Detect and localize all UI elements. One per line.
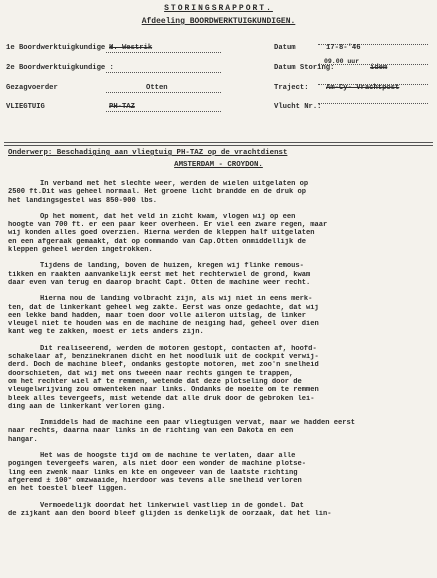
body-line: vleugelwrijving zou omwenteken naar links. Ondanks de moeite om te remmen [8,386,319,395]
vliegtuig-field [106,103,221,112]
subject-line: Onderwerp: Beschadiging aan vliegtuig PH-TAZ op de vrachtdienst [8,149,288,157]
vlucht-field [318,103,428,104]
boordwerktuigkundige-1-label: 1e Boordwerktuigkundige : [6,44,114,52]
body-line: Inmiddels had de machine een paar vliegtuigen vervat, maar we hadden eerst [40,419,356,428]
body-line: naar rechts, daarna naar links in de richting van een Dakota en een [8,427,294,436]
body-line: wij konden alles goed overzien. Hierna werden de kleppen half uitgelaten [8,229,315,238]
boordwerktuigkundige-1-field [106,44,221,53]
body-line: hangar. [8,435,38,444]
datum-field [318,44,428,52]
subject-route: AMSTERDAM - CROYDON. [174,161,263,169]
body-paragraph [8,345,428,411]
body-line: en het toestel bleef liggen. [8,485,128,494]
body-line: ding aan de linkerkant verloren ging. [8,402,166,411]
body-line: ling een zwenk naar links en kte en ongeveer van de laatste richting [8,468,298,477]
body-paragraph [8,213,428,254]
body-line: Het was de hoogste tijd om de machine te verlaten, daar alle [40,452,296,461]
body-paragraph [8,419,428,444]
datum-storing-field [318,58,428,72]
body-line: Hierna nou de landing volbracht zijn, als wij niet in eens merk- [40,295,313,304]
body-line: ten, dat de linkerkant geheel weg zakte. Eerst was onze gedachte, dat wij [8,303,319,312]
body-line: het landingsgestel was 850-900 lbs. [8,196,157,205]
body-line: daar even van terug en daarop bracht Capt. Otten de machine weer recht. [8,278,311,287]
gezagvoerder-label: Gezagvoerder [6,84,58,92]
body-line: In verband met het slechte weer, werden de wielen uitgelaten op [40,180,309,188]
header-row-1 [6,44,431,56]
body-line: pogingen tevergeefs waren, als niet door een wonder de machine plotse- [8,460,306,469]
vliegtuig-label: VLIEGTUIG [6,103,45,111]
gezagvoerder-value: Otten [146,84,168,92]
body-line: Tijdens de landing, boven de huizen, kregen wij flinke remous- [40,262,304,271]
body-line: en een afgeraak gemaakt, dat op commando van Cap.Otten onmiddellijk de [8,237,306,246]
body-line: hoogte van 700 ft. er een paar keer overheen. Er viel een zware regen, maar [8,221,328,230]
traject-value: Am-Cy- Vrachtpost [326,84,400,92]
vlucht-label: Vlucht Nr.: [274,103,322,111]
traject-label: Traject: [274,84,309,92]
datum-storing-value: idem [370,64,388,72]
body-line: om het rechter wiel af te remmen, wetende dat deze plotseling door de [8,377,302,386]
gezagvoerder-field [106,84,221,93]
body-paragraph [8,295,428,336]
body-line: vleugel niet te houden was en de machine de neiging had, geheel over dien [8,320,319,329]
body-paragraph [8,452,428,493]
boordwerktuigkundige-1-value: H. Westrik [109,44,153,52]
boordwerktuigkundige-2-field [106,64,221,73]
body-paragraph [8,502,428,519]
report-subtitle: Afdeeling BOORDWERKTUIGKUNDIGEN. [141,17,296,26]
datum-storing-label: Datum Storing: [274,64,335,72]
body-line: een lekke band hadden, maar toen door volle aileron uitslag, de linker [8,311,306,320]
report-title: STORINGSRAPPORT. [164,4,273,13]
body-paragraph [8,180,428,205]
body-line: derd. Doch de machine bleef, ondanks gestopte motoren, met zoo'n snelheid [8,361,319,370]
vliegtuig-value: PH-TAZ [109,103,135,111]
body-line: afgeremd ± 100° omzwaaide, hierdoor was tevens alle snelheid verloren [8,476,302,485]
body-line: schakelaar af, benzinekranen dicht en het noodluik uit de cockpit verwij- [8,353,319,362]
header-row-3 [6,84,431,96]
body-line: Dit realiseerend, werden de motoren gestopt, contacten af, hoofd- [40,344,317,353]
datum-value: 17-8-'46 [326,44,361,52]
body-line: bleek alles tevergeefs, mist wetende dat alle druk door de gebroken lei- [8,394,315,403]
header-row-2 [6,58,431,76]
boordwerktuigkundige-2-label: 2e Boordwerktuigkundige : [6,64,114,72]
body-line: tikken en raakten aanvankelijk eerst met het rechterwiel de grond, kwam [8,270,311,279]
body-line: de zijkant aan den boord bleef glijden is denkelijk de oorzaak, dat het lin- [8,509,332,518]
body-line: doorschieten, dat wij met ons tweeën naar rechts gingen te trappen, [8,369,294,378]
header-divider-bottom [4,145,433,146]
header-divider-top [4,142,433,143]
traject-field [318,84,428,92]
datum-storing-time: 09.00 uur [324,58,360,65]
boordwerktuigkundige-2-value [106,64,109,72]
report-body [8,180,428,526]
datum-label: Datum [274,44,296,52]
body-line: Vermoedelijk doordat het linkerwiel vastliep in de gondel. Dat [40,501,304,510]
body-line: Op het moment, dat het veld in zicht kwam, vlogen wij op een [40,212,296,221]
body-line: kant weg te zakken, moest er iets anders zijn. [8,328,204,337]
body-line: 2500 ft.Dit was geheel normaal. Het groene licht brandde en de druk op [8,188,306,197]
body-paragraph [8,262,428,287]
header-row-4 [6,103,431,115]
body-line: kleppen geheel werden ingetrokken. [8,246,153,255]
